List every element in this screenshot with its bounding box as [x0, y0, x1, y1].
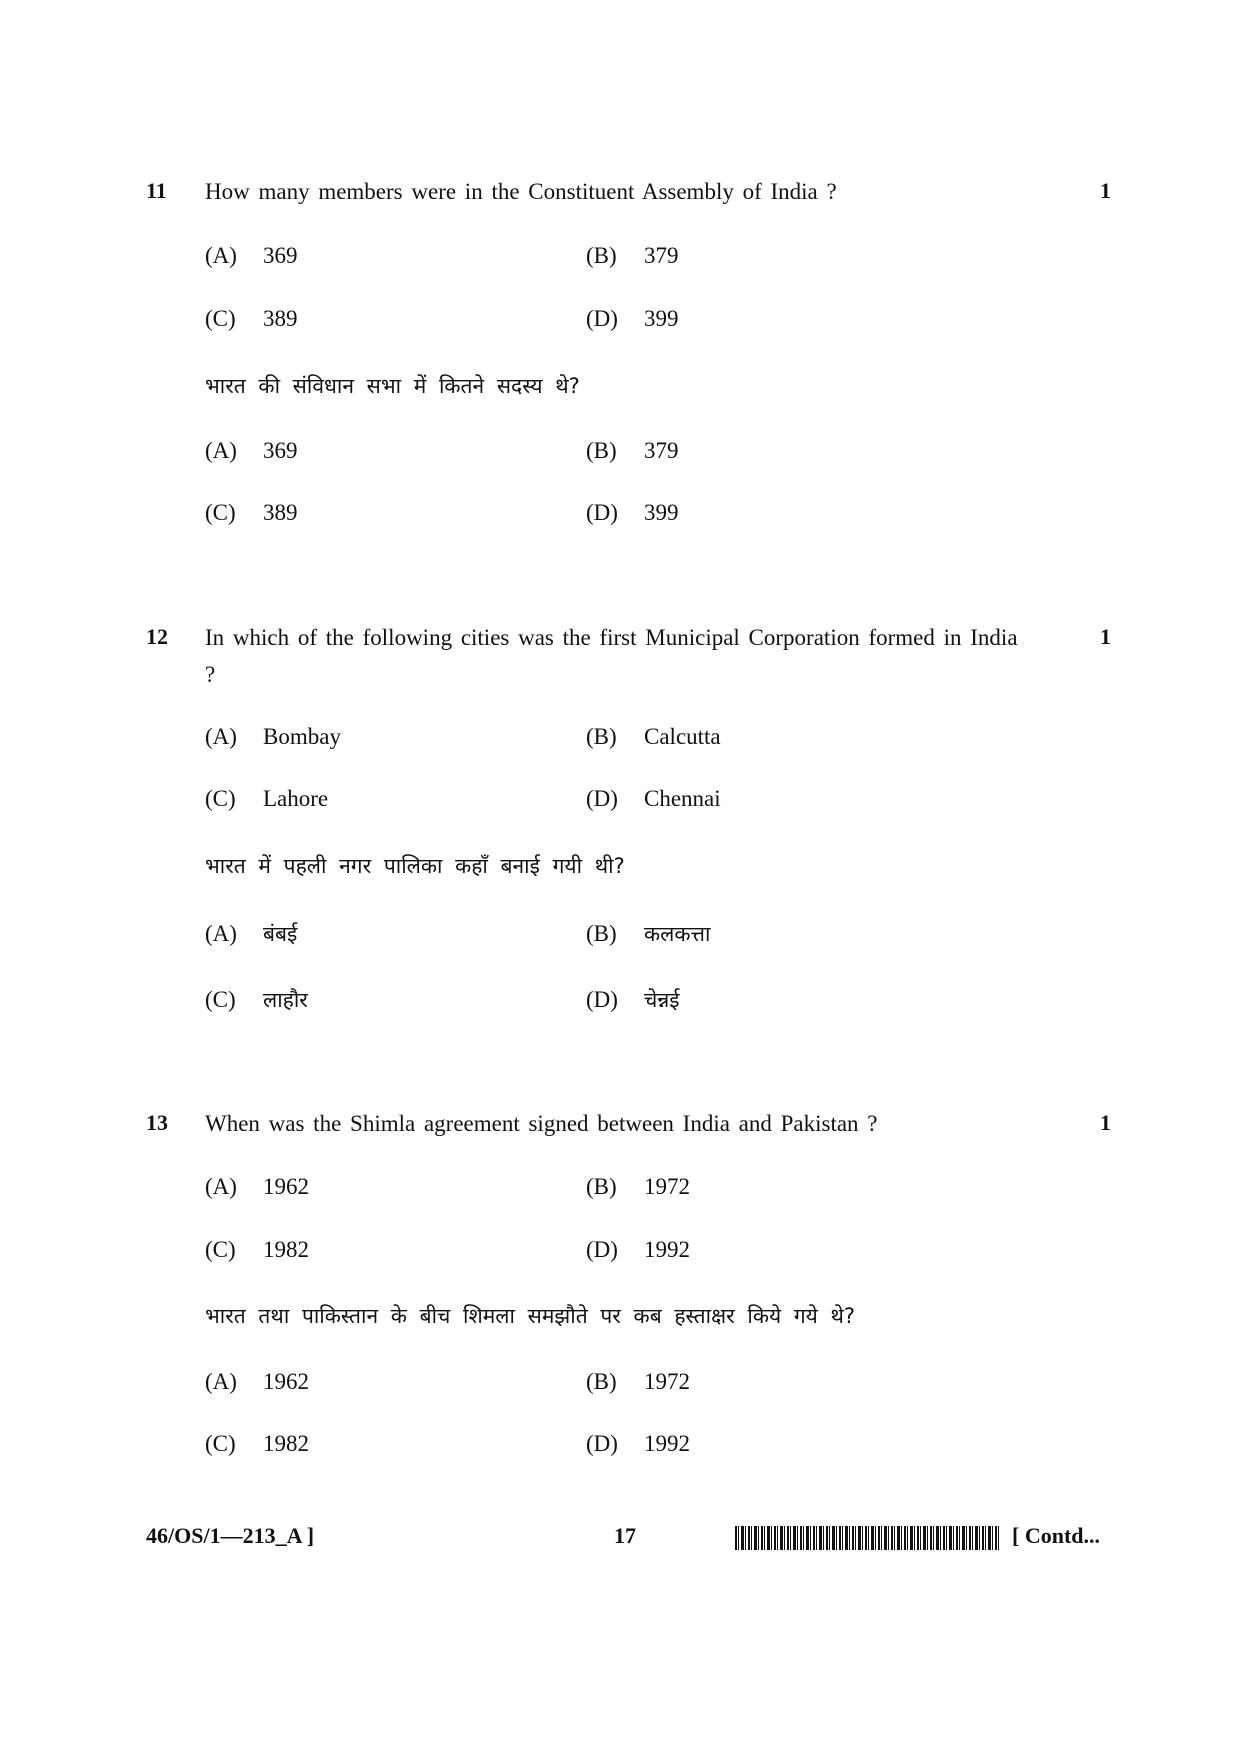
paper-code: 46/OS/1—213_A ] — [146, 1523, 315, 1548]
option-a-hindi: (A) 369 — [205, 438, 298, 463]
question-text-hindi: भारत की संविधान सभा में कितने सदस्य थे? — [205, 374, 580, 398]
question-text: How many members were in the Constituent Assembly of India ? — [205, 179, 837, 204]
option-a: (A) 369 — [205, 243, 298, 268]
option-c: (C) 389 — [205, 306, 298, 331]
option-d: (D) 399 — [586, 306, 679, 331]
page-number: 17 — [614, 1523, 636, 1548]
option-d: (D) Chennai — [586, 786, 721, 811]
option-a: (A) Bombay — [205, 724, 341, 749]
option-b: (B) Calcutta — [586, 724, 721, 749]
option-c-hindi: (C) 389 — [205, 500, 298, 525]
option-a: (A) 1962 — [205, 1174, 309, 1199]
question-number: 12 — [146, 624, 168, 649]
option-b: (B) 1972 — [586, 1174, 690, 1199]
option-c: (C) Lahore — [205, 786, 329, 811]
continued-label: [ Contd... — [1012, 1523, 1101, 1548]
option-b-hindi: (B) कलकत्ता — [586, 921, 711, 946]
option-c-hindi: (C) 1982 — [205, 1431, 309, 1456]
option-d-hindi: (D) 1992 — [586, 1431, 690, 1456]
option-b-hindi: (B) 1972 — [586, 1369, 690, 1394]
question-marks: 1 — [1100, 1110, 1111, 1135]
question-text-hindi: भारत में पहली नगर पालिका कहाँ बनाई गयी थी? — [205, 854, 625, 878]
option-d: (D) 1992 — [586, 1237, 690, 1262]
question-text: In which of the following cities was the first Municipal Corporation formed in India ? — [205, 625, 1018, 687]
question-number: 11 — [146, 178, 167, 203]
question-number: 13 — [146, 1110, 168, 1135]
question-text-hindi: भारत तथा पाकिस्तान के बीच शिमला समझौते पर कब हस्ताक्षर किये गये थे? — [205, 1304, 856, 1328]
option-c-hindi: (C) लाहौर — [205, 987, 308, 1012]
question-marks: 1 — [1100, 178, 1111, 203]
question-text: When was the Shimla agreement signed between India and Pakistan ? — [205, 1111, 878, 1136]
question-marks: 1 — [1100, 624, 1111, 649]
option-a-hindi: (A) बंबई — [205, 921, 298, 946]
barcode-icon — [735, 1526, 1000, 1550]
option-b-hindi: (B) 379 — [586, 438, 679, 463]
option-a-hindi: (A) 1962 — [205, 1369, 309, 1394]
option-b: (B) 379 — [586, 243, 679, 268]
option-d-hindi: (D) 399 — [586, 500, 679, 525]
option-d-hindi: (D) चेन्नई — [586, 987, 680, 1012]
option-c: (C) 1982 — [205, 1237, 309, 1262]
